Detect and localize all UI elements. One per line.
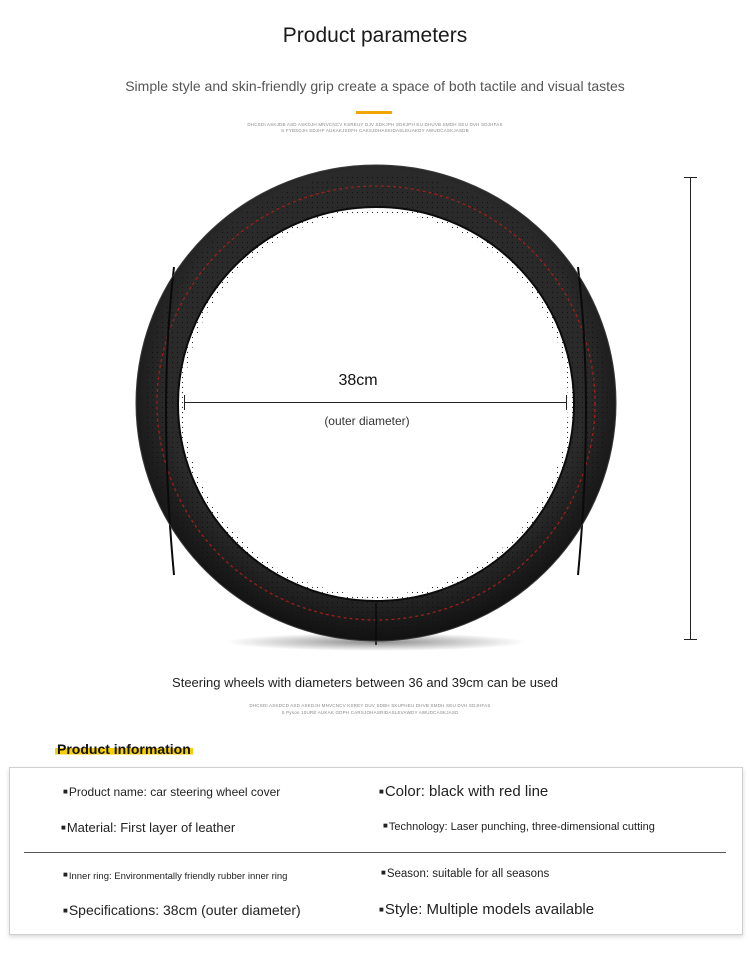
diameter-value: 38cm: [338, 372, 378, 389]
usage-caption-line-1: DHCSDI ASKDCD ASD ASKDJH MNVCNCV KSREY DUV SDBH SKUPHEU DHVB SMDH SEU DVH SDJHFAS: [249, 703, 491, 708]
style-item: [379, 901, 594, 918]
product-name-item: [63, 785, 280, 799]
inner-ring-item: [63, 870, 287, 882]
specifications-text: Specifications: 38cm (outer diameter): [68, 902, 301, 918]
diameter-cap-left: [184, 395, 185, 410]
season-text: Season: suitable for all seasons: [386, 868, 550, 880]
style-text: Style: Multiple models available: [384, 901, 595, 918]
specifications-item: [63, 902, 301, 918]
square-bullet-icon: ■: [383, 821, 388, 830]
steering-wheel-cover-image: [130, 155, 622, 655]
diameter-note: (outer diameter): [324, 414, 410, 428]
height-line: [690, 177, 691, 640]
decorative-caption-line-1: DHCSDI ASKJDB ASD ASKDJH MNVCNCV KSREUY DJV SDKJPH SDKJPH EU DHUVB SMDH SEU DVH SDJHFAS: [247, 122, 503, 127]
usage-note: Steering wheels with diameters between 36 and 39cm can be used: [172, 675, 558, 690]
info-divider: [24, 852, 726, 853]
usage-caption-line-2: S Pyson 10URE AUKAK GDPH CARSJOHASRIDASLEVAWDY AWUDCASKJASD: [281, 710, 459, 715]
diameter-cap-right: [566, 395, 567, 410]
square-bullet-icon: ■: [63, 906, 68, 915]
product-info-title: Product information: [57, 741, 191, 757]
square-bullet-icon: ■: [63, 870, 68, 879]
height-cap-top: [684, 177, 697, 178]
material-text: Material: First layer of leather: [66, 820, 236, 835]
season-item: [381, 868, 549, 880]
technology-text: Technology: Laser punching, three-dimensional cutting: [388, 821, 655, 833]
square-bullet-icon: ■: [381, 868, 386, 877]
accent-divider: [356, 111, 392, 114]
technology-item: [383, 821, 655, 833]
square-bullet-icon: ■: [61, 823, 66, 832]
color-item: [379, 783, 548, 800]
product-name-text: Product name: car steering wheel cover: [68, 785, 281, 799]
inner-ring-text: Inner ring: Environmentally friendly rubber inner ring: [68, 871, 288, 882]
decorative-caption-line-2: S FYBSDJH SDJHF AUKAKJSDFH CAKSJDHASKIDASLEUAKDY AWUDCASKJASDB: [281, 128, 469, 133]
square-bullet-icon: ■: [63, 787, 68, 796]
diameter-line: [184, 402, 567, 403]
page-subtitle: Simple style and skin-friendly grip create a space of both tactile and visual tastes: [125, 78, 625, 94]
page-title: Product parameters: [282, 24, 468, 47]
square-bullet-icon: ■: [379, 787, 384, 796]
color-text: Color: black with red line: [384, 783, 549, 800]
material-item: [61, 820, 235, 835]
height-cap-bottom: [684, 639, 697, 640]
square-bullet-icon: ■: [379, 905, 384, 914]
